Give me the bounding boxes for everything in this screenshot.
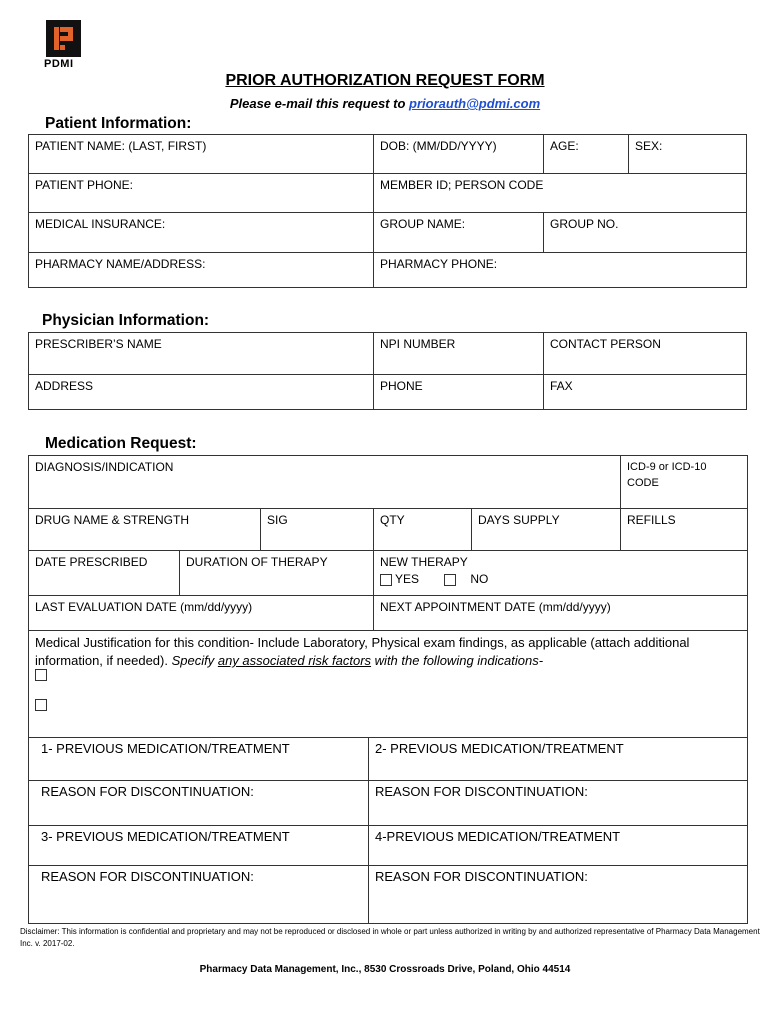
justification-line-2: information, if needed). Specify any associated risk factors with the following indications- [35, 653, 544, 668]
phone-field[interactable]: PHONE [373, 374, 544, 410]
disclaimer-text: Disclaimer: This information is confidential and proprietary and may not be reproduced or disclosed in whole or part unless authorized in writing by and authorized representative of Pharmacy Data Management Inc. v. 2017-02. [20, 927, 760, 948]
reason-discontinuation-2-field[interactable]: REASON FOR DISCONTINUATION: [368, 780, 748, 826]
reason-discontinuation-4-field[interactable]: REASON FOR DISCONTINUATION: [368, 865, 748, 924]
address-field[interactable]: ADDRESS [28, 374, 374, 410]
physician-section-heading: Physician Information: [42, 312, 210, 329]
pharmacy-phone-field[interactable]: PHARMACY PHONE: [373, 252, 747, 288]
new-therapy-yes-checkbox[interactable] [380, 574, 392, 586]
new-therapy-label: NEW THERAPY [380, 555, 468, 569]
refills-field[interactable]: REFILLS [620, 508, 748, 551]
npi-number-field[interactable]: NPI NUMBER [373, 332, 544, 375]
dob-field[interactable]: DOB: (MM/DD/YYYY) [373, 134, 544, 174]
last-evaluation-field[interactable]: LAST EVALUATION DATE (mm/dd/yyyy) [28, 595, 374, 631]
drug-name-field[interactable]: DRUG NAME & STRENGTH [28, 508, 261, 551]
patient-name-field[interactable]: PATIENT NAME: (LAST, FIRST) [28, 134, 374, 174]
new-therapy-no-checkbox[interactable] [444, 574, 456, 586]
form-title: PRIOR AUTHORIZATION REQUEST FORM [225, 72, 545, 89]
medical-justification-field[interactable] [28, 630, 748, 738]
sex-field[interactable]: SEX: [628, 134, 747, 174]
diagnosis-field[interactable]: DIAGNOSIS/INDICATION [28, 455, 621, 509]
form-instruction [0, 96, 770, 111]
footer-address: Pharmacy Data Management, Inc., 8530 Crossroads Drive, Poland, Ohio 44514 [199, 964, 571, 975]
duration-therapy-field[interactable]: DURATION OF THERAPY [179, 550, 374, 596]
age-field[interactable]: AGE: [543, 134, 629, 174]
indication-checkbox-2[interactable] [35, 699, 47, 711]
patient-phone-field[interactable]: PATIENT PHONE: [28, 173, 374, 213]
no-label: NO [470, 572, 489, 586]
member-id-field[interactable]: MEMBER ID; PERSON CODE [373, 173, 747, 213]
prescriber-name-field[interactable]: PRESCRIBER’S NAME [28, 332, 374, 375]
reason-discontinuation-3-field[interactable]: REASON FOR DISCONTINUATION: [28, 865, 369, 924]
medical-insurance-field[interactable]: MEDICAL INSURANCE: [28, 212, 374, 253]
date-prescribed-field[interactable]: DATE PRESCRIBED [28, 550, 180, 596]
justification-line-1: Medical Justification for this condition- Include Laboratory, Physical exam findings, as applicable (attach additional [35, 635, 690, 650]
pharmacy-name-field[interactable]: PHARMACY NAME/ADDRESS: [28, 252, 374, 288]
reason-discontinuation-1-field[interactable]: REASON FOR DISCONTINUATION: [28, 780, 369, 826]
email-link[interactable]: priorauth@pdmi.com [409, 96, 541, 111]
new-therapy-field [373, 550, 748, 596]
patient-section-heading: Patient Information: [45, 115, 192, 132]
pdmi-logo [46, 20, 81, 57]
fax-field[interactable]: FAX [543, 374, 747, 410]
days-supply-field[interactable]: DAYS SUPPLY [471, 508, 621, 551]
next-appointment-field[interactable]: NEXT APPOINTMENT DATE (mm/dd/yyyy) [373, 595, 748, 631]
medication-section-heading: Medication Request: [45, 435, 197, 452]
previous-medication-1-field[interactable]: 1- PREVIOUS MEDICATION/TREATMENT [28, 737, 369, 781]
instruction-text: Please e-mail this request to [229, 96, 406, 111]
icd-code-field[interactable]: ICD-9 or ICD-10 CODE [620, 455, 748, 509]
logo-text: PDMI [44, 58, 74, 70]
group-no-field[interactable]: GROUP NO. [543, 212, 747, 253]
previous-medication-3-field[interactable]: 3- PREVIOUS MEDICATION/TREATMENT [28, 825, 369, 866]
pdmi-logo-icon [46, 20, 81, 57]
indication-checkbox-1[interactable] [35, 669, 47, 681]
yes-label: YES [395, 572, 420, 586]
sig-field[interactable]: SIG [260, 508, 374, 551]
previous-medication-2-field[interactable]: 2- PREVIOUS MEDICATION/TREATMENT [368, 737, 748, 781]
contact-person-field[interactable]: CONTACT PERSON [543, 332, 747, 375]
group-name-field[interactable]: GROUP NAME: [373, 212, 544, 253]
qty-field[interactable]: QTY [373, 508, 472, 551]
previous-medication-4-field[interactable]: 4-PREVIOUS MEDICATION/TREATMENT [368, 825, 748, 866]
